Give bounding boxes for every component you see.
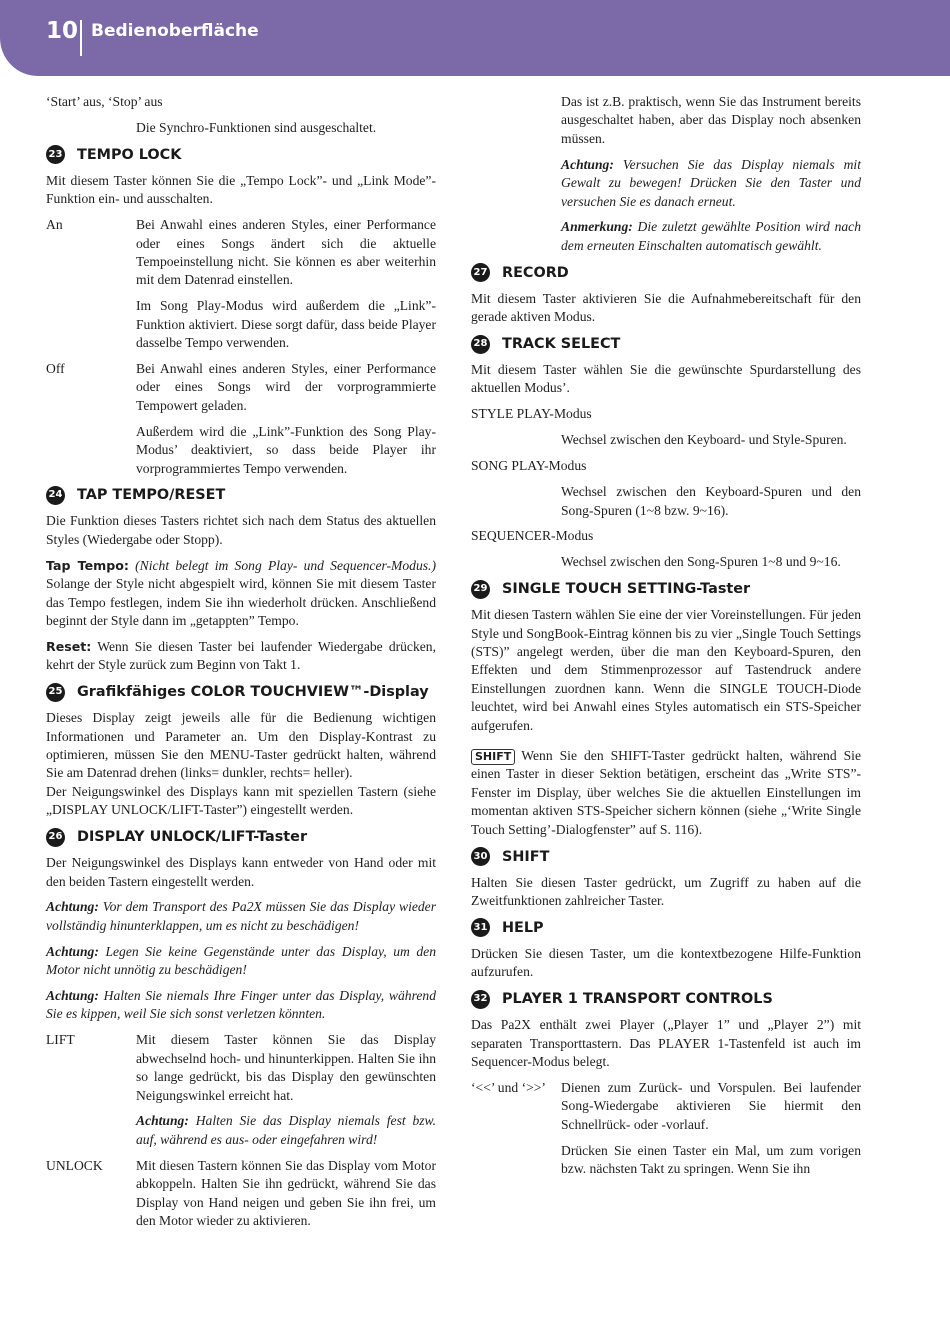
paragraph: Dieses Display zeigt jeweils alle für die Bedienung wichtigen Informationen und Parameter an. Um den Display-Kontrast zu optimieren, müssen Sie den MENU-Taster gedrückt halten, während Sie am Datenrad drehen (links= dunkler, rechts= heller). — [46, 710, 436, 781]
number-badge: 26 — [46, 828, 65, 847]
shift-key-icon: SHIFT — [471, 749, 515, 765]
heading-text: Grafikfähiges COLOR TOUCHVIEW™-Display — [77, 684, 429, 701]
heading-display — [46, 682, 436, 702]
warning-text: Versuchen Sie das Display niemals mit Gewalt zu bewegen! Drücken Sie den Taster und versuchen Sie es danach erneut. — [561, 156, 861, 209]
term: An — [46, 217, 63, 233]
text: Wenn Sie diesen Taster bei laufender Wiedergabe drücken, kehrt der Style zurück zum Beginn von Takt 1. — [46, 638, 436, 673]
number-badge: 29 — [471, 580, 490, 599]
heading-player1 — [471, 989, 861, 1009]
warning-text: Halten Sie das Display niemals fest bzw. auf, während es aus- oder eingefahren wird! — [136, 1113, 436, 1147]
left-column — [46, 93, 436, 1238]
paragraph: Mit diesem Taster können Sie die „Tempo Lock”- und „Link Mode”-Funktion ein- und ausschalten. — [46, 172, 436, 207]
number-badge: 30 — [471, 847, 490, 866]
heading-display-unlock — [46, 827, 436, 847]
paragraph: Im Song Play-Modus wird außerdem die „Link”-Funktion aktiviert. Diese sorgt dafür, dass beide Player dasselbe Tempo verwenden. — [136, 298, 436, 351]
heading-shift — [471, 847, 861, 867]
warning — [46, 987, 436, 1024]
note — [471, 218, 861, 255]
header-banner — [0, 0, 950, 76]
note: (Nicht belegt im Song Play- und Sequencer-Modus.) — [135, 557, 436, 573]
heading-tempo-lock — [46, 145, 436, 165]
heading-text: DISPLAY UNLOCK/LIFT-Taster — [77, 829, 308, 846]
tap-tempo-paragraph — [46, 557, 436, 631]
number-badge: 23 — [46, 145, 65, 164]
heading-single-touch — [471, 579, 861, 599]
definition: Bei Anwahl eines anderen Styles, einer Performance oder eines Songs wird der vorprogrammierte Tempowert geladen. — [136, 360, 436, 413]
mode-label: STYLE PLAY-Modus — [471, 406, 592, 422]
number-badge: 25 — [46, 683, 65, 702]
paragraph: Mit diesem Taster wählen Sie die gewünschte Spurdarstellung des aktuellen Modus’. — [471, 362, 861, 396]
heading-text: SHIFT — [502, 848, 550, 865]
section-title: Bedienoberfläche — [91, 21, 259, 41]
warning — [46, 943, 436, 980]
warning — [471, 156, 861, 211]
heading-text: RECORD — [502, 264, 569, 281]
page-number: 10 — [46, 18, 79, 44]
warning-label: Achtung: — [46, 943, 99, 959]
heading-track-select — [471, 334, 861, 354]
mode-label: SEQUENCER-Modus — [471, 528, 594, 544]
heading-text: PLAYER 1 TRANSPORT CONTROLS — [502, 991, 773, 1008]
mode-label: SONG PLAY-Modus — [471, 458, 587, 474]
warning — [46, 1112, 436, 1149]
paragraph: Mit diesem Taster aktivieren Sie die Aufnahmebereitschaft für den gerade aktiven Modus. — [471, 290, 861, 325]
mode-description: Wechsel zwischen den Keyboard-Spuren und den Song-Spuren (1~8 bzw. 9~16). — [561, 484, 861, 518]
paragraph: Das Pa2X enthält zwei Player („Player 1” und „Player 2”) mit separaten Transporttastern. Das PLAYER 1-Tastenfeld ist auch im Sequencer-Modus belegt. — [471, 1017, 861, 1070]
paragraph: Die Funktion dieses Tasters richtet sich nach dem Status des aktuellen Styles (Wiedergabe oder Stopp). — [46, 513, 436, 547]
paragraph: Der Neigungswinkel des Displays kann entweder von Hand oder mit den beiden Tastern eingestellt werden. — [46, 855, 436, 889]
warning — [46, 898, 436, 935]
header-divider — [80, 20, 82, 56]
number-badge: 31 — [471, 918, 490, 937]
heading-text: TRACK SELECT — [502, 336, 621, 353]
number-badge: 24 — [46, 486, 65, 505]
number-badge: 32 — [471, 990, 490, 1009]
sync-off-text: Die Synchro-Funktionen sind ausgeschaltet. — [136, 119, 377, 135]
text: Solange der Style nicht abgespielt wird, können Sie mit diesem Taster das Tempo festlegen, indem Sie ihn wiederholt drücken. Anschließend beginnt der Style dann im „getappten” Tempo. — [46, 576, 436, 628]
definition-an — [46, 216, 436, 290]
paragraph: Der Neigungswinkel des Displays kann mit speziellen Tastern (siehe „DISPLAY UNLOCK/LIFT-Taster”) eingestellt werden. — [46, 783, 436, 818]
text: Wenn Sie den SHIFT-Taster gedrückt halten, während Sie einen Taster in dieser Sektion betätigen, erscheint das „Write STS”-Fenster im Display, über welches Sie die aktuellen Einstellungen im momentan aktiven STS-Speicher sichern können (siehe „‘Write Single Touch Setting’-Dialogfenster” auf S. 116). — [471, 748, 861, 837]
right-column — [471, 93, 861, 1186]
definition: Mit diesem Taster können Sie das Display abwechselnd hoch- und hinunterkippen. Halten Sie ihn so lange gedrückt, bis das Display den gewünschten Neigungswinkel erreicht hat. — [136, 1032, 436, 1103]
warning-label: Achtung: — [136, 1113, 189, 1129]
reset-paragraph — [46, 638, 436, 675]
definition: Dienen zum Zurück- und Vorspulen. Bei laufender Song-Wiedergabe aktivieren Sie hiermit den Schnellrück- oder -vorlauf. — [561, 1079, 861, 1132]
shift-paragraph — [471, 747, 861, 839]
definition-unlock — [46, 1157, 436, 1231]
definition-lift — [46, 1031, 436, 1105]
term: LIFT — [46, 1032, 75, 1048]
inline-label: Reset: — [46, 638, 92, 654]
paragraph: Halten Sie diesen Taster gedrückt, um Zugriff zu haben auf die Zweitfunktionen zahlreicher Taster. — [471, 874, 861, 908]
definition-rewind-forward — [471, 1079, 861, 1134]
note-text: Die zuletzt gewählte Position wird nach dem erneuten Einschalten automatisch gewählt. — [561, 219, 861, 253]
heading-text: TAP TEMPO/RESET — [77, 487, 226, 504]
heading-tap-tempo — [46, 485, 436, 505]
paragraph: Das ist z.B. praktisch, wenn Sie das Instrument bereits ausgeschaltet haben, aber das Display noch absenken müssen. — [561, 94, 861, 146]
warning-text: Halten Sie niemals Ihre Finger unter das Display, während Sie es kippen, weil Sie sich sonst verletzen könnten. — [46, 988, 437, 1022]
warning-label: Achtung: — [46, 988, 99, 1004]
note-label: Anmerkung: — [561, 219, 633, 235]
heading-text: SINGLE TOUCH SETTING-Taster — [502, 581, 751, 598]
paragraph: Drücken Sie einen Taster ein Mal, um zum vorigen bzw. nächsten Takt zu springen. Wenn Sie ihn — [561, 1142, 861, 1177]
heading-record — [471, 263, 861, 283]
paragraph: Außerdem wird die „Link”-Funktion des Song Play-Modus’ deaktiviert, so dass beide Player ihr vorprogrammiertes Tempo verwenden. — [136, 423, 436, 476]
definition: Mit diesen Tastern können Sie das Display vom Motor abkoppeln. Halten Sie ihn gedrückt, während Sie das Display von Hand neigen und geben Sie ihn frei, um den Motor wieder zu aktivieren. — [136, 1157, 436, 1228]
paragraph: Drücken Sie diesen Taster, um die kontextbezogene Hilfe-Funktion aufzurufen. — [471, 945, 861, 980]
term: UNLOCK — [46, 1157, 103, 1173]
heading-help — [471, 918, 861, 938]
start-stop-label: ‘Start’ aus, ‘Stop’ aus — [46, 94, 163, 109]
mode-description: Wechsel zwischen den Keyboard- und Style-Spuren. — [561, 432, 847, 448]
warning-text: Vor dem Transport des Pa2X müssen Sie das Display wieder vollständig hinunterklappen, um es nicht zu beschädigen! — [46, 899, 436, 933]
term: ‘<<’ und ‘>>’ — [471, 1079, 546, 1095]
number-badge: 28 — [471, 335, 490, 354]
term: Off — [46, 360, 65, 376]
definition-off — [46, 360, 436, 415]
heading-text: HELP — [502, 919, 544, 936]
paragraph: Mit diesen Tastern wählen Sie eine der vier Voreinstellungen. Für jeden Style und SongBook-Eintrag können bis zu vier „Single Touch Settings (STS)” angelegt werden, über die man den Keyboard-Spuren, den Effekten und dem Stimmenprozessor auf Tastendruck andere Einstellungen zuordnen kann. Wenn die SINGLE TOUCH-Diode leuchtet, wird bei Anwahl eines Styles automatisch ein STS-Speicher aufgerufen. — [471, 607, 861, 733]
warning-label: Achtung: — [46, 899, 99, 915]
definition: Bei Anwahl eines anderen Styles, einer Performance oder eines Songs ändert sich die aktuelle Tempoeinstellung nicht. Sie können es aber weiterhin mit dem Datenrad einstellen. — [136, 217, 436, 288]
heading-text: TEMPO LOCK — [77, 146, 182, 163]
mode-description: Wechsel zwischen den Song-Spuren 1~8 und 9~16. — [561, 554, 841, 570]
inline-label: Tap Tempo: — [46, 557, 129, 573]
number-badge: 27 — [471, 263, 490, 282]
warning-label: Achtung: — [561, 156, 614, 172]
warning-text: Legen Sie keine Gegenstände unter das Display, um den Motor nicht unnötig zu beschädigen! — [46, 943, 436, 978]
